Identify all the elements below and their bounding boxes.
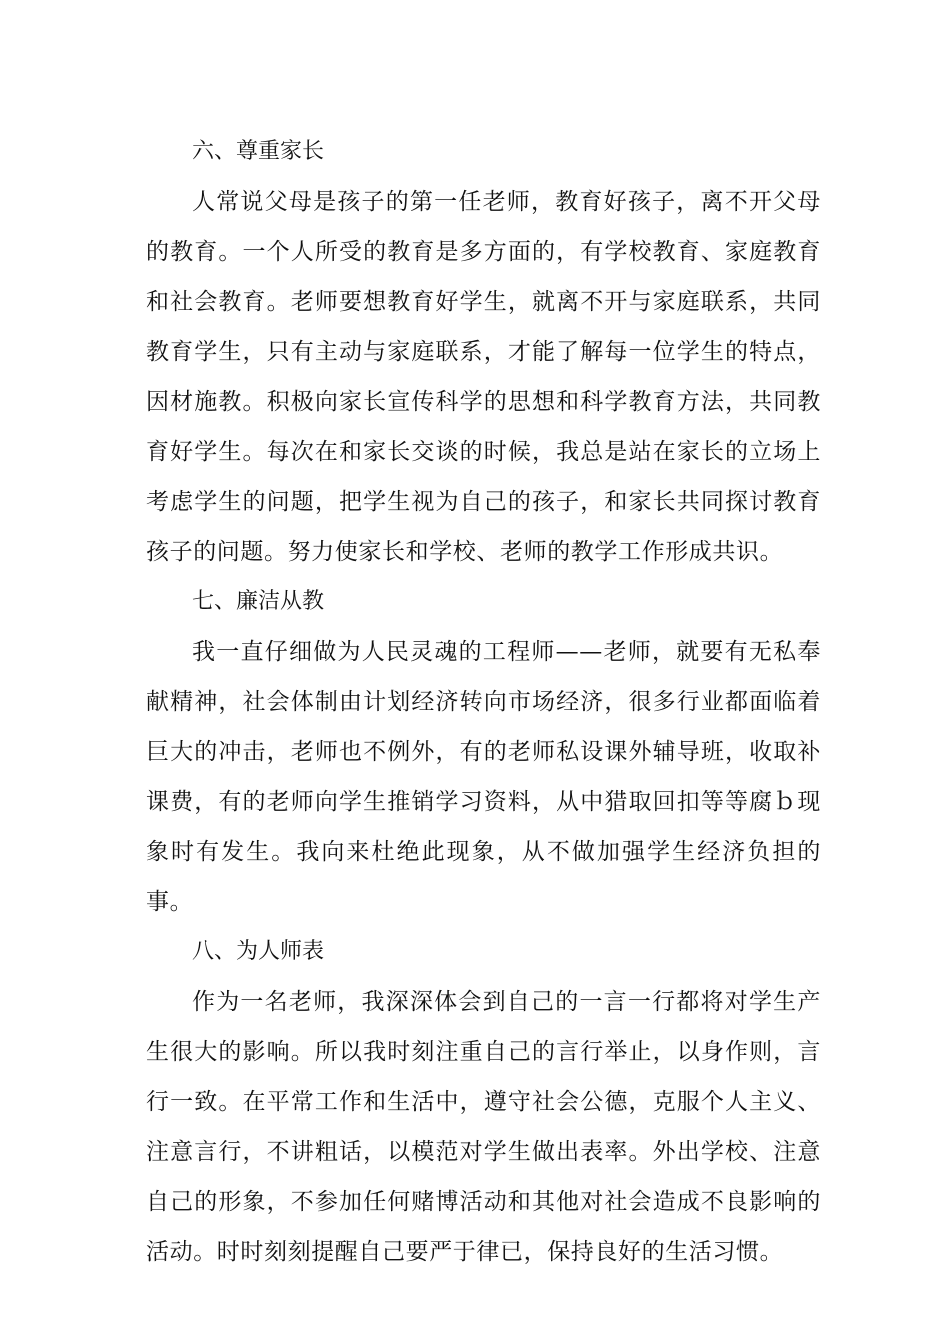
section-paragraph: 作为一名老师，我深深体会到自己的一言一行都将对学生产生很大的影响。所以我时刻注重自己的言行举止，以身作则，言行一致。在平常工作和生活中，遵守社会公德，克服个人主义、注意言行，不讲粗话，以模范对学生做出表率。外出学校、注意自己的形象，不参加任何赌博活动和其他对社会造成不良影响的活动。时时刻刻提醒自己要严于律已，保持良好的生活习惯。 (146, 989, 821, 1265)
section-heading: 八、为人师表 (192, 939, 325, 964)
section-heading: 六、尊重家长 (192, 139, 325, 164)
section-integrity-teaching (146, 577, 821, 927)
section-respect-parents (146, 127, 821, 577)
section-paragraph: 人常说父母是孩子的第一任老师，教育好孩子，离不开父母的教育。一个人所受的教育是多方面的，有学校教育、家庭教育和社会教育。老师要想教育好学生，就离不开与家庭联系，共同教育学生，只有主动与家庭联系，才能了解每一位学生的特点，因材施教。积极向家长宣传科学的思想和科学教育方法，共同教育好学生。每次在和家长交谈的时候，我总是站在家长的立场上考虑学生的问题，把学生视为自己的孩子，和家长共同探讨教育孩子的问题。努力使家长和学校、老师的教学工作形成共识。 (146, 189, 821, 565)
section-paragraph: 我一直仔细做为人民灵魂的工程师——老师，就要有无私奉献精神，社会体制由计划经济转向市场经济，很多行业都面临着巨大的冲击，老师也不例外，有的老师私设课外辅导班，收取补课费，有的老师向学生推销学习资料，从中猎取回扣等等腐ｂ现象时有发生。我向来杜绝此现象，从不做加强学生经济负担的事。 (146, 639, 821, 915)
section-heading: 七、廉洁从教 (192, 589, 325, 614)
document-page (146, 127, 821, 1277)
section-role-model (146, 927, 821, 1277)
